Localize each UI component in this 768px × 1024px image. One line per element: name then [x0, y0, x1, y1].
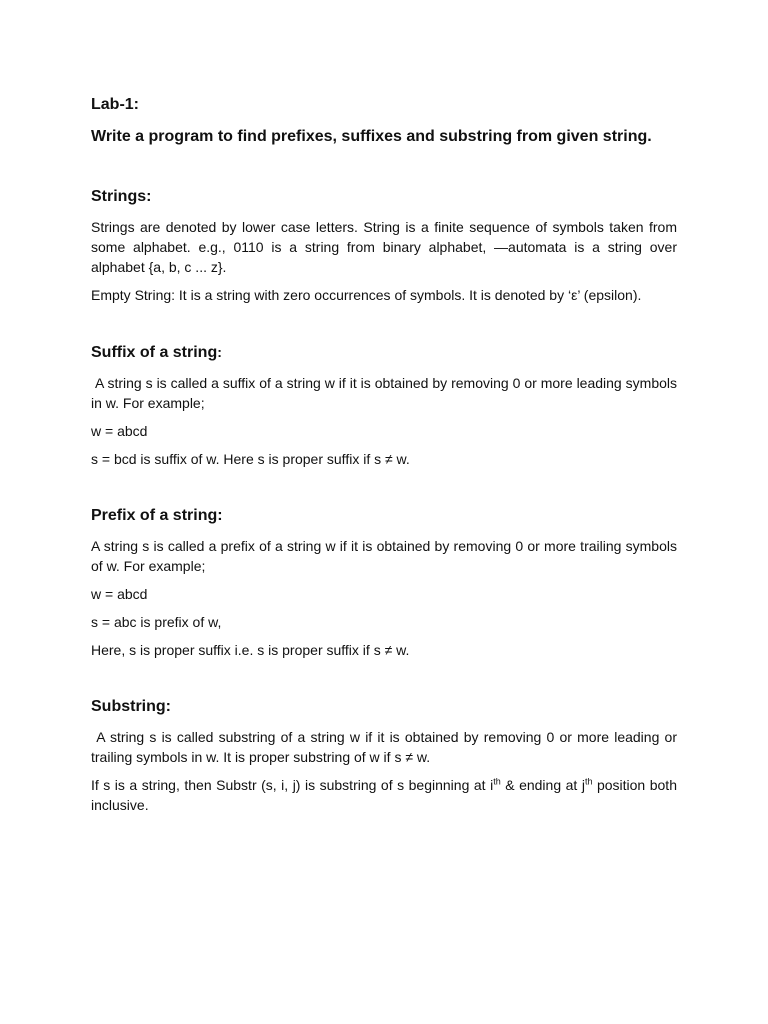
section-heading: Strings:	[91, 188, 152, 205]
paragraph-text: If s is a string, then Substr (s, i, j) is substring of s beginning at i	[91, 777, 494, 793]
paragraph	[91, 775, 681, 815]
paragraph: A string s is called a suffix of a string w if it is obtained by removing 0 or more leading symbols in w. For example;	[91, 375, 681, 411]
superscript: th	[584, 776, 593, 787]
section-heading: Substring:	[91, 698, 171, 715]
paragraph: w = abcd	[91, 586, 148, 602]
task-statement: Write a program to find prefixes, suffixes and substring from given string.	[91, 128, 652, 145]
paragraph-text: & ending at j	[500, 777, 585, 793]
paragraph: Strings are denoted by lower case letters. String is a finite sequence of symbols taken from some alphabet. e.g., 0110 is a string from binary alphabet, —automata is a string over alphabet {a, b, c ... z}.	[91, 219, 677, 275]
section-substring	[91, 696, 681, 815]
superscript: th	[493, 776, 501, 787]
paragraph: w = abcd	[91, 423, 148, 439]
section-heading: Prefix of a string:	[91, 507, 223, 524]
section-heading-colon: :	[217, 344, 222, 360]
section-heading-text: Suffix of a string	[91, 344, 218, 361]
paragraph: s = bcd is suffix of w. Here s is proper suffix if s ≠ w.	[91, 451, 410, 467]
paragraph-text: position both inclusive.	[91, 777, 681, 813]
document-page	[91, 94, 681, 815]
paragraph: Empty String: It is a string with zero occurrences of symbols. It is denoted by ‘ε’ (epsilon).	[91, 287, 642, 303]
section-heading	[91, 341, 677, 364]
section-prefix	[91, 505, 677, 660]
paragraph: Here, s is proper suffix i.e. s is proper suffix if s ≠ w.	[91, 642, 410, 658]
lab-title: Lab-1:	[91, 96, 139, 113]
spacer	[91, 148, 677, 186]
paragraph: s = abc is prefix of w,	[91, 614, 222, 630]
section-suffix	[91, 341, 681, 469]
section-strings	[91, 186, 677, 305]
paragraph: A string s is called a prefix of a string w if it is obtained by removing 0 or more trailing symbols of w. For example;	[91, 538, 677, 574]
paragraph: A string s is called substring of a string w if it is obtained by removing 0 or more leading or trailing symbols in w. It is proper substring of w if s ≠ w.	[91, 729, 681, 765]
